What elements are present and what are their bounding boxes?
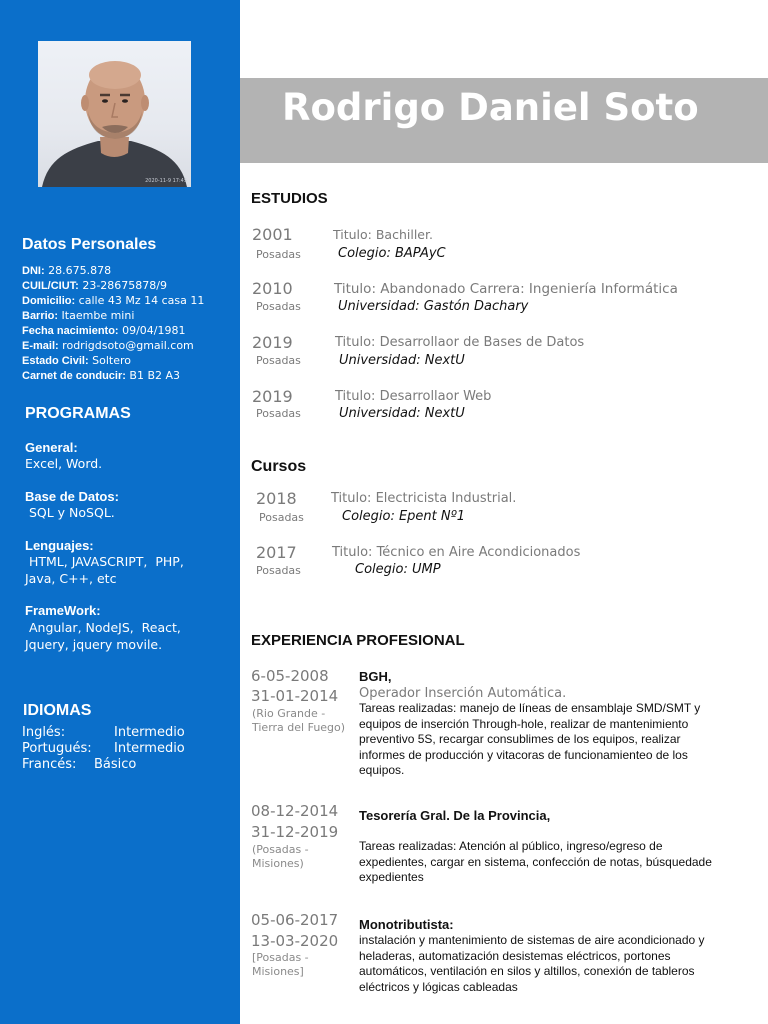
study-title: Titulo: Desarrollaor de Bases de Datos [335, 335, 585, 350]
experience-place: (Posadas - Misiones) [252, 843, 309, 870]
course-location: Posadas [259, 511, 304, 524]
course-title: Titulo: Electricista Industrial. [331, 491, 517, 506]
profile-photo [38, 41, 191, 187]
experience-start-date: 05-06-2017 [251, 911, 339, 929]
studies-heading: ESTUDIOS [251, 190, 328, 207]
personal-civil-status: Estado Civil: Soltero [22, 354, 131, 367]
course-location: Posadas [256, 564, 301, 577]
program-framework-label: FrameWork: [25, 603, 101, 618]
program-general-label: General: [25, 440, 78, 455]
language-english: Inglés: Intermedio [22, 725, 185, 740]
program-database-text: SQL y NoSQL. [25, 505, 115, 520]
experience-description: Tareas realizadas: Atención al público, ingreso/egreso de expedientes, cargar en sistema, confección de notas, búsquedade expedientes [359, 839, 712, 884]
courses-heading: Cursos [251, 458, 307, 475]
study-institution: Colegio: BAPAyC [338, 246, 446, 261]
experience-end-date: 13-03-2020 [251, 932, 339, 950]
experience-company: Monotributista: [359, 917, 454, 932]
program-framework-text: Angular, NodeJS, React, Jquery, jquery movile. [25, 620, 181, 652]
programs-heading: PROGRAMAS [25, 405, 131, 422]
experience-description: Tareas realizadas: manejo de líneas de ensamblaje SMD/SMT y equipos de inserción Through-hole, realizar de mantenimiento preventivo 5S, recargar consublimes de los equipos, realizar informes de producción y vitacoras de funcionamienteo de los equipos. [359, 701, 701, 777]
experience-description: instalación y mantenimiento de sistemas de aire acondicionado y heladeras, automatización desistemas eléctricos, portones automáticos, ventilación en silos y altillos, conexión de tableros eléctricos y lógicas cableadas [359, 933, 705, 994]
study-year: 2019 [252, 333, 293, 352]
experience-place: [Posadas - Misiones] [252, 951, 309, 978]
personal-dni: DNI: 28.675.878 [22, 264, 112, 277]
program-languages-label: Lenguajes: [25, 538, 94, 553]
experience-place: (Rio Grande - Tierra del Fuego) [252, 707, 346, 734]
sidebar [0, 0, 240, 1024]
study-title: Titulo: Bachiller. [333, 227, 433, 242]
experience-end-date: 31-01-2014 [251, 687, 339, 705]
personal-data-heading: Datos Personales [22, 236, 157, 253]
experience-heading: EXPERIENCIA PROFESIONAL [251, 632, 465, 649]
study-institution: Universidad: NextU [339, 353, 465, 368]
study-title: Titulo: Abandonado Carrera: Ingeniería Informática [334, 281, 678, 297]
experience-end-date: 31-12-2019 [251, 823, 339, 841]
course-institution: Colegio: Epent Nº1 [342, 509, 466, 524]
program-general-text: Excel, Word. [25, 456, 103, 471]
study-location: Posadas [256, 248, 301, 261]
personal-address: Domicilio: calle 43 Mz 14 casa 11 [22, 294, 205, 307]
study-year: 2010 [252, 279, 293, 298]
language-portuguese: Portugués: Intermedio [22, 741, 185, 756]
experience-start-date: 08-12-2014 [251, 802, 339, 820]
program-database-label: Base de Datos: [25, 489, 119, 504]
study-location: Posadas [256, 300, 301, 313]
study-institution: Universidad: NextU [339, 406, 465, 421]
personal-driver-license: Carnet de conducir: B1 B2 A3 [22, 369, 181, 382]
course-institution: Colegio: UMP [355, 562, 441, 577]
language-french: Francés: Básico [22, 757, 137, 772]
personal-neighborhood: Barrio: Itaembe mini [22, 309, 135, 322]
study-year: 2019 [252, 387, 293, 406]
course-year: 2017 [256, 543, 297, 562]
experience-start-date: 6-05-2008 [251, 667, 329, 685]
program-languages-text: HTML, JAVASCRIPT, PHP, Java, C++, etc [25, 554, 184, 586]
portrait-image [38, 41, 191, 187]
name-banner [240, 78, 768, 163]
course-title: Titulo: Técnico en Aire Acondicionados [332, 545, 581, 560]
course-year: 2018 [256, 489, 297, 508]
experience-role: Operador Inserción Automática. [359, 686, 567, 701]
full-name: Rodrigo Daniel Soto [282, 86, 699, 129]
personal-cuil: CUIL/CIUT: 23-28675878/9 [22, 279, 167, 292]
personal-birthdate: Fecha nacimiento: 09/04/1981 [22, 324, 186, 337]
experience-company: BGH, [359, 669, 392, 684]
photo-timestamp: 2020-11-9 17:45 [145, 178, 187, 184]
study-location: Posadas [256, 407, 301, 420]
personal-email: E-mail: rodrigdsoto@gmail.com [22, 339, 194, 352]
experience-company: Tesorería Gral. De la Provincia, [359, 808, 551, 823]
languages-heading: IDIOMAS [23, 702, 92, 719]
study-institution: Universidad: Gastón Dachary [338, 299, 529, 314]
study-year: 2001 [252, 225, 293, 244]
study-location: Posadas [256, 354, 301, 367]
study-title: Titulo: Desarrollaor Web [335, 389, 492, 404]
